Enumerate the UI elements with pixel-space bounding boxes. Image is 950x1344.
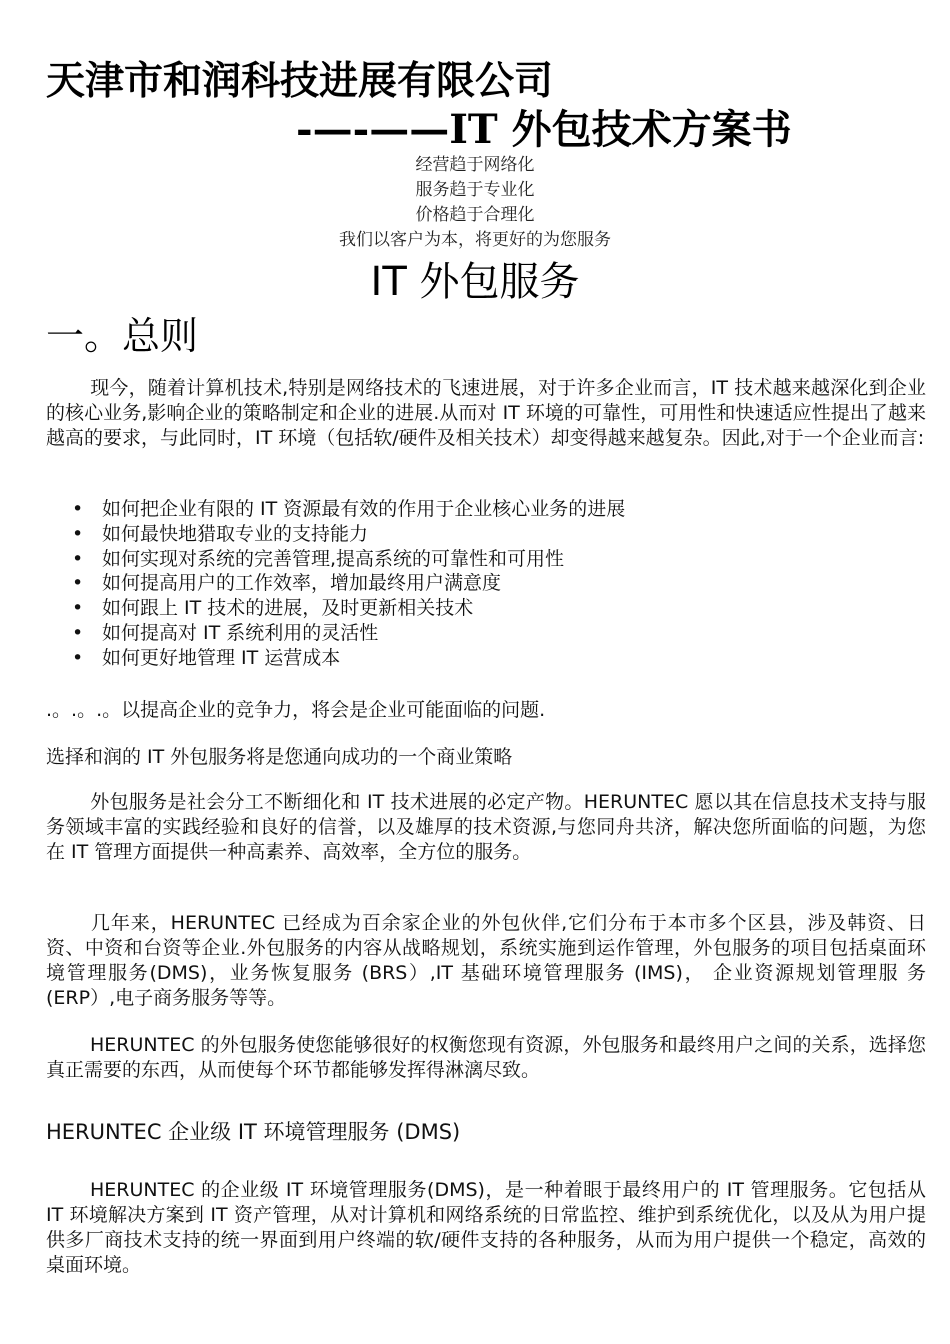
- strategy-line: 选择和润的 IT 外包服务将是您通向成功的一个商业策略: [46, 746, 513, 768]
- outsourcing-paragraph: 外包服务是社会分工不断细化和 IT 技术进展的必定产物。HERUNTEC 愿以其在信息技术支持与服务领域丰富的实践经验和良好的信誉，以及雄厚的技术资源,与您同舟共济，解决您所面临的问题，为您在 IT 管理方面提供一种高素养、高效率，全方位的服务。: [46, 791, 926, 863]
- intro-text: 现今，随着计算机技术,特别是网络技术的飞速进展，对于许多企业而言，IT 技术越来越深化到企业的核心业务,影响企业的策略制定和企业的进展.从而对 IT 环境的可靠性，可用性和快速适应性提出了越来越高的要求，与此同时，IT 环境（包括软/硬件及相关技术）却变得越来越复杂。因此,对于一个企业而言:: [46, 377, 926, 449]
- slogan-line-1: 经营趋于网络化: [415, 155, 535, 175]
- question-list: [46, 497, 906, 671]
- company-name: 天津市和润科技进展有限公司: [46, 58, 554, 104]
- bullet-icon: •: [72, 547, 84, 570]
- bullet-icon: •: [72, 498, 84, 520]
- list-item: • 如何提高对 IT 系统利用的灵活性: [72, 621, 379, 644]
- balance-paragraph: HERUNTEC 的外包服务使您能够很好的权衡您现有资源，外包服务和最终用户之间的关系，选择您真正需要的东西，从而使每个环节都能够发挥得淋漓尽致。: [46, 1034, 926, 1081]
- list-item: • 如何提高用户的工作效率，增加最终用户满意度: [72, 572, 502, 595]
- list-item: • 如何跟上 IT 技术的进展，及时更新相关技术: [72, 597, 474, 620]
- bullet-icon: •: [72, 621, 84, 644]
- slogan-line-3: 价格趋于合理化: [415, 205, 535, 225]
- list-item: • 如何最快地猎取专业的支持能力: [72, 522, 369, 545]
- partners-paragraph: 几年来，HERUNTEC 已经成为百余家企业的外包伙伴,它们分布于本市多个区县，涉及韩资、日资、中资和台资等企业.外包服务的内容从战略规划，系统实施到运作管理，外包服务的项目包括桌面环境管理服务(DMS)，业务恢复服务 (BRS）,IT 基础环境管理服务 (IMS)， 企业资源规划管理服 务 (ERP）,电子商务服务等等。: [46, 912, 926, 1009]
- section-heading-general: 一。总则: [46, 314, 199, 358]
- bullet-icon: •: [72, 597, 84, 620]
- bullet-icon: •: [72, 572, 84, 595]
- list-item: • 如何把企业有限的 IT 资源最有效的作用于企业核心业务的进展: [72, 498, 626, 520]
- bullet-icon: •: [72, 522, 84, 545]
- intro-paragraph: [46, 376, 926, 451]
- competition-line: .。.。.。以提高企业的竞争力，将会是企业可能面临的问题.: [46, 699, 546, 721]
- list-item: • 如何更好地管理 IT 运营成本: [72, 646, 341, 669]
- list-item: • 如何实现对系统的完善管理,提高系统的可靠性和可用性: [72, 547, 565, 570]
- slogan-line-2: 服务趋于专业化: [415, 180, 535, 200]
- bullet-icon: •: [72, 646, 84, 669]
- dms-paragraph: HERUNTEC 的企业级 IT 环境管理服务(DMS)，是一种着眼于最终用户的 IT 管理服务。它包括从 IT 环境解决方案到 IT 资产管理，从对计算机和网络系统的日常监控、维护到系统优化，以及从为用户提供多厂商技术支持的统一界面到用户终端的软/硬件支持的各种服务，从而为用户提供一个稳定，高效的桌面环境。: [46, 1179, 926, 1276]
- document-subtitle: -—-——IT 外包技术方案书: [296, 106, 792, 153]
- service-title: IT 外包服务: [370, 259, 580, 305]
- section-heading-dms: HERUNTEC 企业级 IT 环境管理服务 (DMS): [46, 1120, 461, 1144]
- slogan-line-4: 我们以客户为本，将更好的为您服务: [339, 230, 611, 250]
